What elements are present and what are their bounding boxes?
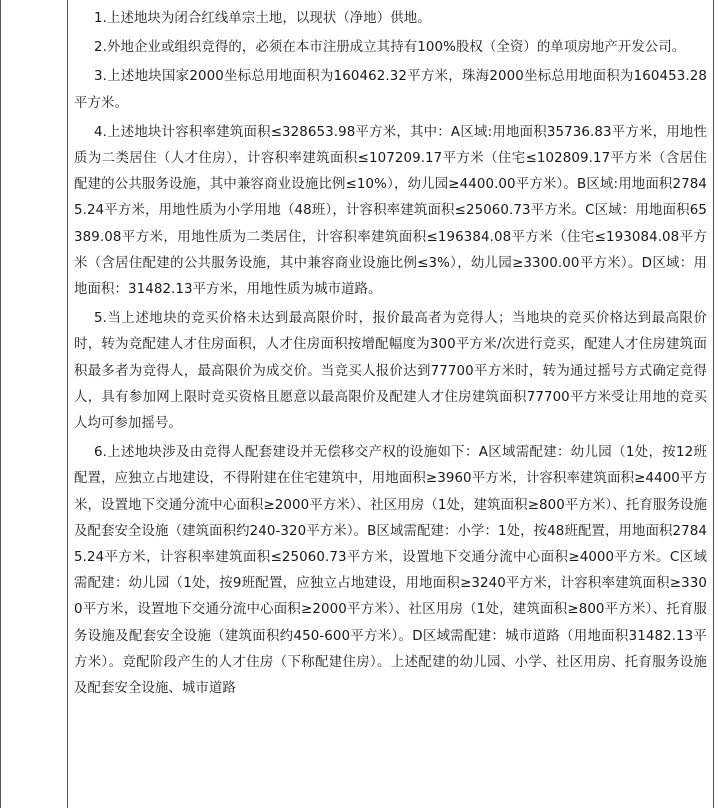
clause-5: 5.当上述地块的竞买价格未达到最高限价时，报价最高者为竞得人；当地块的竞买价格达到最高限价时，转为竞配建人才住房面积，人才住房面积按增配幅度为300平方米/次进行竞买，配建人才住房建筑面积最多者为竞得人，最高限价为成交价。当竞买人报价达到77700平方米时，转为通过摇号方式确定竞得人，具有参加网上限时竞买资格且愿意以最高限价及配建人才住房建筑面积77700平方米受让用地的竞买人均可参加摇号。 <box>74 311 707 432</box>
clause-6: 6.上述地块涉及由竞得人配套建设并无偿移交产权的设施如下：A区域需配建：幼儿园（1处，按12班配置，应独立占地建设，不得附建在住宅建筑中，用地面积≥3960平方米，计容积率建筑面积≥4400平方米，设置地下交通分流中心面积≥2000平方米）、社区用房（1处，建筑面积≥800平方米）、托育服务设施及配套安全设施（建筑面积约240-320平方米）。B区域需配建：小学：1处，按48班配置，用地面积27845.24平方米，计容积率建筑面积≤25060.73平方米，设置地下交通分流中心面积≥4000平方米。C区域需配建：幼儿园（1处，按9班配置，应独立占地建设，用地面积≥3240平方米，计容积率建筑面积≥3300平方米，设置地下交通分流中心面积≥2000平方米）、社区用房（1处，建筑面积≥800平方米）、托育服务设施及配套安全设施（建筑面积约450-600平方米）。D区域需配建：城市道路（用地面积31482.13平方米）。竞配阶段产生的人才住房（下称配建住房）。上述配建的幼儿园、小学、社区用房、托育服务设施及配套安全设施、城市道路 <box>74 445 707 697</box>
table-content-cell <box>68 0 714 808</box>
clause-1: 1.上述地块为闭合红线单宗土地，以现状（净地）供地。 <box>94 11 431 26</box>
table-label-column <box>0 0 68 808</box>
clause-3: 3.上述地块国家2000坐标总用地面积为160462.32平方米，珠海2000坐标总用地面积为160453.28平方米。 <box>74 69 707 111</box>
clause-4: 4.上述地块计容积率建筑面积≤328653.98平方米，其中：A区域:用地面积35736.83平方米，用地性质为二类居住（人才住房），计容积率建筑面积≤107209.17平方米（住宅≤102809.17平方米（含居住配建的公共服务设施，其中兼容商业设施比例≤10%），幼儿园≥4400.00平方米）。B区域:用地面积27845.24平方米，用地性质为小学用地（48班），计容积率建筑面积≤25060.73平方米。C区域：用地面积65389.08平方米，用地性质为二类居住，计容积率建筑面积≤196384.08平方米（住宅≤193084.08平方米（含居住配建的公共服务设施，其中兼容商业设施比例≤3%），幼儿园≥3300.00平方米）。D区域：用地面积：31482.13平方米，用地性质为城市道路。 <box>74 124 707 298</box>
clause-2: 2.外地企业或组织竞得的，必须在本市注册成立其持有100%股权（全资）的单项房地产开发公司。 <box>94 40 686 56</box>
